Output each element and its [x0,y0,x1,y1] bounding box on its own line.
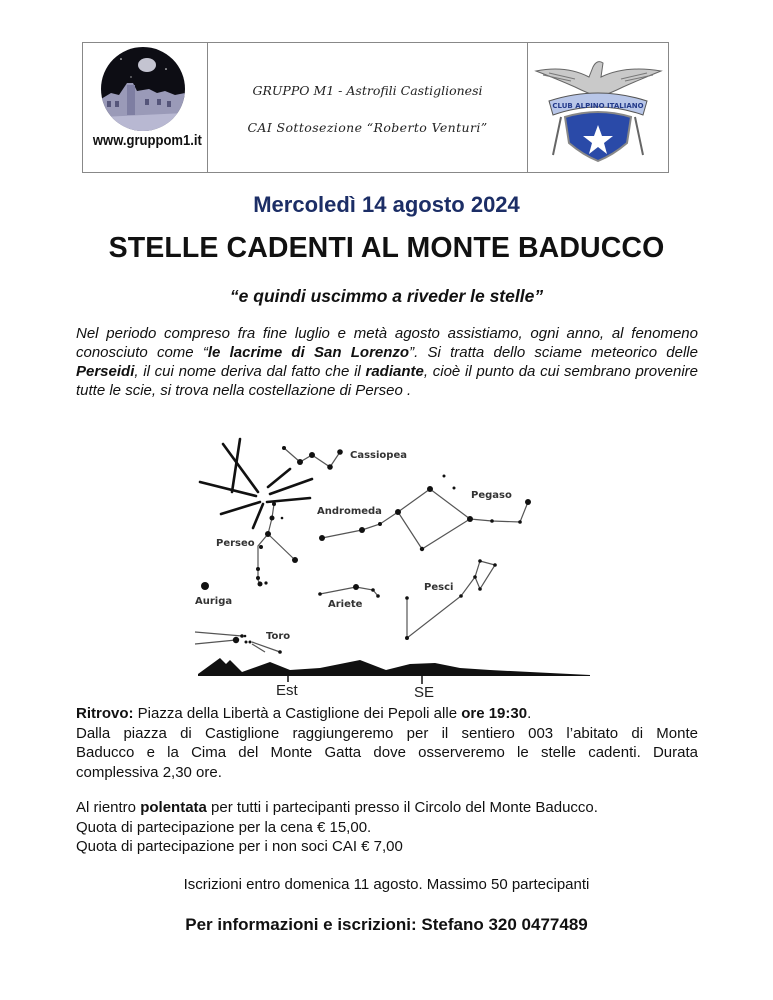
intro-text-2: ”. Si tratta dello sciame meteorico delle [409,344,698,361]
intro-bold-lacrime: le lacrime di San Lorenzo [207,344,410,361]
stars [201,446,531,654]
direction-se: SE [414,684,435,700]
event-title: STELLE CADENTI AL MONTE BADUCCO [108,232,665,264]
event-date: Mercoledì 14 agosto 2024 [253,192,520,217]
constellation-labels [195,450,512,642]
event-quote: “e quindi uscimmo a riveder le stelle” [229,286,544,306]
label-pegaso: Pegaso [471,490,512,501]
pegaso-tail [470,502,528,522]
meeting-details [76,704,698,782]
constellation-lines [195,448,528,652]
direction-est: Est [276,682,298,699]
rientro-bold: polentata [140,799,207,816]
route-line-1: Dalla piazza di Castiglione raggiungeremo per il sentiero 003 l’abitato di Monte [76,724,698,742]
pesci-lines [407,561,495,638]
ritrovo-place: Piazza della Libertà a Castiglione dei Pepoli alle [133,705,462,722]
horizon-mountains [198,658,590,676]
label-cassiopea: Cassiopea [350,450,407,461]
rientro-pre: Al rientro [76,799,141,816]
label-andromeda: Andromeda [317,506,382,517]
rientro-post: per tutti i partecipanti presso il Circolo del Monte Baducco. [206,799,598,816]
gruppo-m1-logo [101,47,185,131]
cai-logo-cell [528,43,668,172]
perseids-radiant-streaks [200,439,312,528]
cai-subsection: CAI Sottosezione “Roberto Venturi” [247,120,488,135]
star-map [190,432,590,700]
ritrovo-time: ore 19:30 [461,705,528,722]
ariete-lines [320,587,378,596]
andromeda-pegaso-lines [322,489,470,549]
gruppo-m1-logo-cell [83,43,208,172]
intro-bold-perseidi: Perseidi [76,363,135,380]
rientro-line [76,798,698,818]
ritrovo-line [76,704,698,724]
label-toro: Toro [266,631,291,642]
route-line-2: Baducco e la Cima del Monte Gatta dove osserveremo le stelle cadenti. Durata [76,744,698,761]
label-ariete: Ariete [328,599,363,610]
header-text-cell [208,43,528,172]
route-line-3: complessiva 2,30 ore. [76,763,222,781]
intro-text-1: Nel periodo compreso fra fine luglio e metà agosto assistiamo, ogni anno, al fenomeno conosciuto come “ [76,325,698,361]
website-url: www.gruppom1.it [92,133,202,149]
fee-dinner: Quota di partecipazione per la cena € 15,00. [76,818,372,836]
label-perseo: Perseo [216,538,255,549]
group-name: GRUPPO M1 - Astrofili Castiglionesi [252,83,483,98]
cai-logo-text: CLUB ALPINO ITALIANO [552,102,644,110]
registration-deadline: Iscrizioni entro domenica 11 agosto. Massimo 50 partecipanti [183,876,590,893]
intro-text-4: , cioè il punto da cui sembrano provenire tutte le scie, si trova nella costellazione di Perseo . [76,363,699,399]
perseo-branch [268,534,295,560]
intro-text-3: , il cui nome deriva dal fatto che il [134,363,366,380]
ritrovo-label: Ritrovo: [76,705,134,722]
cai-eagle-shield-logo [531,47,666,169]
contact-info: Per informazioni e iscrizioni: Stefano 320 0477489 [185,915,588,934]
label-auriga: Auriga [195,596,233,607]
intro-bold-radiante: radiante [365,363,424,380]
label-pesci: Pesci [424,582,454,593]
header-box [82,42,669,173]
intro-paragraph [76,324,698,400]
dinner-and-fees [76,798,698,857]
ritrovo-end: . [527,705,532,722]
fee-nonmember: Quota di partecipazione per i non soci CAI € 7,00 [76,838,403,855]
